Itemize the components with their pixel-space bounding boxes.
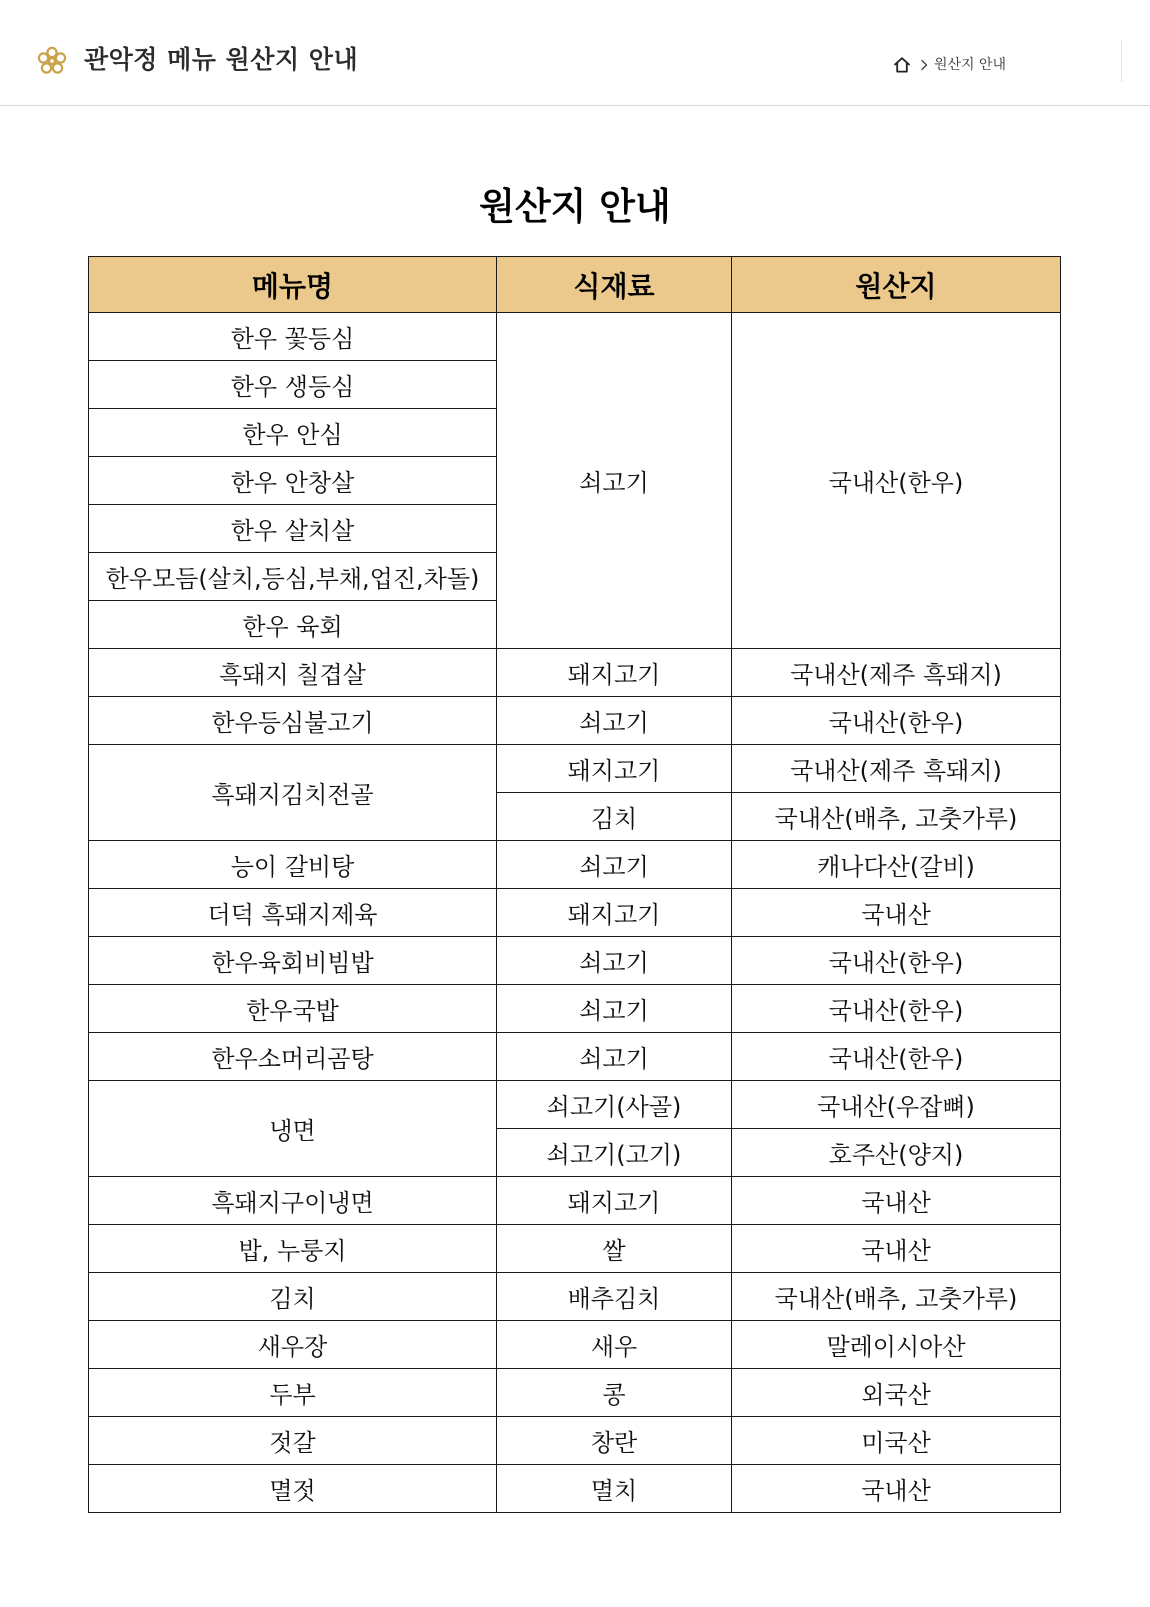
cell-ingredient: 돼지고기 [497, 745, 732, 793]
table-row [89, 313, 1061, 361]
table-row [89, 1033, 1061, 1081]
cell-ingredient: 창란 [497, 1417, 732, 1465]
cell-ingredient: 돼지고기 [497, 1177, 732, 1225]
table-row [89, 1321, 1061, 1369]
cell-menu: 한우 생등심 [89, 361, 497, 409]
cell-ingredient: 쇠고기 [497, 841, 732, 889]
cell-origin: 국내산(배추, 고춧가루) [732, 1273, 1061, 1321]
cell-menu: 한우소머리곰탕 [89, 1033, 497, 1081]
table-row [89, 745, 1061, 793]
table-row [89, 937, 1061, 985]
site-title: 관악정 메뉴 원산지 안내 [84, 45, 359, 74]
cell-origin: 국내산(한우) [732, 985, 1061, 1033]
cell-origin: 국내산 [732, 1225, 1061, 1273]
cell-menu: 흑돼지구이냉면 [89, 1177, 497, 1225]
table-row [89, 1177, 1061, 1225]
cell-ingredient: 쇠고기(고기) [497, 1129, 732, 1177]
table-row [89, 985, 1061, 1033]
cell-menu: 더덕 흑돼지제육 [89, 889, 497, 937]
breadcrumb-current[interactable]: 원산지 안내 [934, 57, 1007, 73]
cell-origin: 미국산 [732, 1417, 1061, 1465]
cell-ingredient: 쇠고기 [497, 697, 732, 745]
cell-origin: 국내산 [732, 889, 1061, 937]
table-row [89, 649, 1061, 697]
cell-menu: 두부 [89, 1369, 497, 1417]
cell-ingredient: 돼지고기 [497, 889, 732, 937]
header-divider [1121, 40, 1122, 82]
flower-emblem-icon[interactable] [36, 45, 68, 77]
cell-origin: 국내산(한우) [732, 697, 1061, 745]
cell-menu: 능이 갈비탕 [89, 841, 497, 889]
table-row [89, 697, 1061, 745]
home-icon[interactable] [892, 55, 912, 75]
cell-ingredient: 쌀 [497, 1225, 732, 1273]
cell-menu: 한우국밥 [89, 985, 497, 1033]
cell-ingredient: 배추김치 [497, 1273, 732, 1321]
cell-origin: 국내산(한우) [732, 937, 1061, 985]
table-header-row [89, 257, 1061, 313]
cell-menu: 김치 [89, 1273, 497, 1321]
cell-ingredient: 쇠고기 [497, 937, 732, 985]
cell-ingredient: 쇠고기 [497, 313, 732, 649]
cell-ingredient: 쇠고기(사골) [497, 1081, 732, 1129]
cell-ingredient: 멸치 [497, 1465, 732, 1513]
column-header-origin: 원산지 [732, 257, 1061, 313]
table-row [89, 1369, 1061, 1417]
cell-ingredient: 새우 [497, 1321, 732, 1369]
cell-menu: 한우등심불고기 [89, 697, 497, 745]
cell-origin: 캐나다산(갈비) [732, 841, 1061, 889]
cell-menu: 멸젓 [89, 1465, 497, 1513]
cell-menu: 흑돼지 칠겹살 [89, 649, 497, 697]
page-title: 원산지 안내 [479, 185, 671, 228]
cell-menu: 한우 안창살 [89, 457, 497, 505]
cell-origin: 호주산(양지) [732, 1129, 1061, 1177]
table-row [89, 1081, 1061, 1129]
cell-menu: 젓갈 [89, 1417, 497, 1465]
cell-origin: 국내산 [732, 1177, 1061, 1225]
site-header [0, 0, 1150, 106]
table-row [89, 1465, 1061, 1513]
cell-ingredient: 김치 [497, 793, 732, 841]
cell-origin: 국내산 [732, 1465, 1061, 1513]
table-row [89, 1417, 1061, 1465]
cell-menu: 냉면 [89, 1081, 497, 1177]
cell-origin: 국내산(한우) [732, 1033, 1061, 1081]
table-row [89, 1225, 1061, 1273]
cell-menu: 한우 살치살 [89, 505, 497, 553]
column-header-ingredient: 식재료 [497, 257, 732, 313]
cell-origin: 말레이시아산 [732, 1321, 1061, 1369]
column-header-menu: 메뉴명 [89, 257, 497, 313]
cell-menu: 한우 안심 [89, 409, 497, 457]
cell-origin: 국내산(제주 흑돼지) [732, 745, 1061, 793]
cell-origin: 국내산(한우) [732, 313, 1061, 649]
chevron-right-icon [917, 58, 931, 72]
cell-origin: 국내산(우잡뼈) [732, 1081, 1061, 1129]
cell-menu: 밥, 누룽지 [89, 1225, 497, 1273]
cell-origin: 국내산(배추, 고춧가루) [732, 793, 1061, 841]
cell-ingredient: 콩 [497, 1369, 732, 1417]
table-row [89, 841, 1061, 889]
cell-ingredient: 쇠고기 [497, 1033, 732, 1081]
origin-table [88, 256, 1061, 1513]
cell-menu: 흑돼지김치전골 [89, 745, 497, 841]
breadcrumb [892, 54, 1006, 76]
cell-menu: 새우장 [89, 1321, 497, 1369]
table-row [89, 1273, 1061, 1321]
cell-ingredient: 쇠고기 [497, 985, 732, 1033]
table-row [89, 889, 1061, 937]
cell-menu: 한우 꽃등심 [89, 313, 497, 361]
cell-ingredient: 돼지고기 [497, 649, 732, 697]
cell-origin: 국내산(제주 흑돼지) [732, 649, 1061, 697]
table-body [89, 313, 1061, 1513]
cell-origin: 외국산 [732, 1369, 1061, 1417]
cell-menu: 한우 육회 [89, 601, 497, 649]
cell-menu: 한우육회비빔밥 [89, 937, 497, 985]
cell-menu: 한우모듬(살치,등심,부채,업진,차돌) [89, 553, 497, 601]
